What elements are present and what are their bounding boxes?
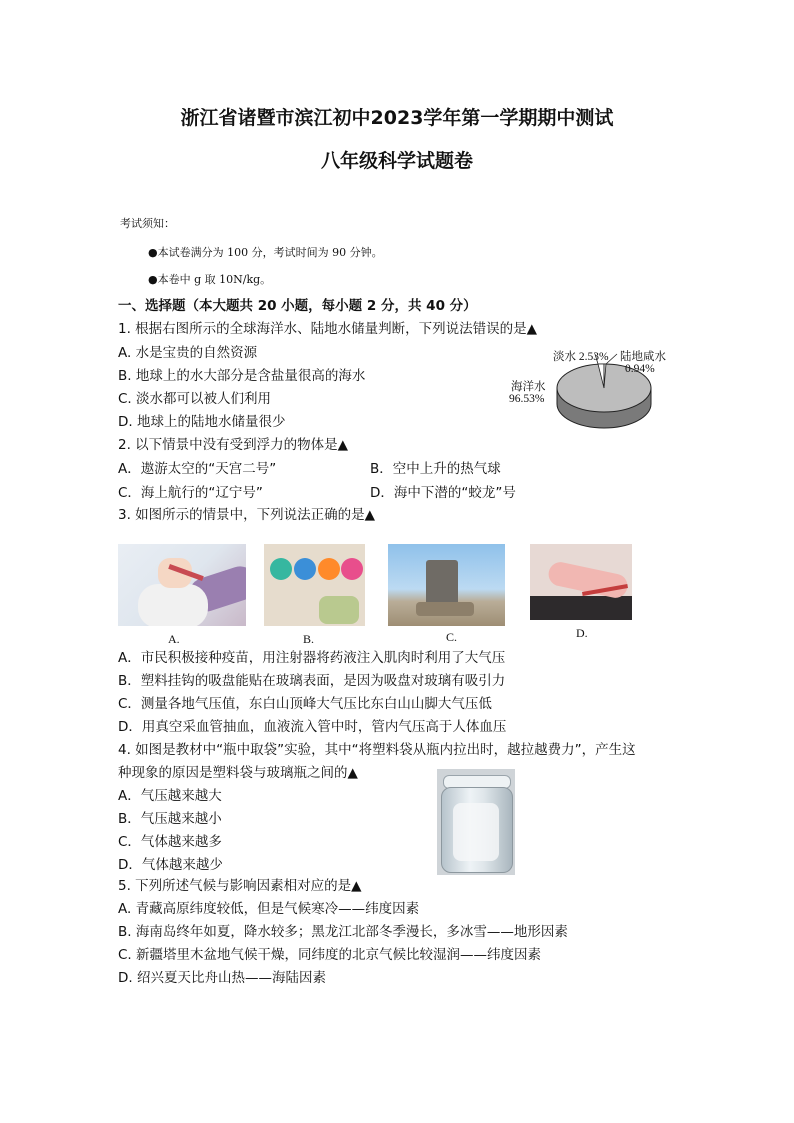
q4-stem-line2: 种现象的原因是塑料袋与玻璃瓶之间的▲ — [118, 765, 358, 781]
q3-option-c: C．测量各地气压值，东白山顶峰大气压比东白山山脚大气压低 — [118, 696, 492, 712]
pie-label-fresh: 淡水 2.53% — [553, 351, 609, 363]
q2-option-b: B．空中上升的热气球 — [370, 461, 501, 477]
q5-stem: 5. 下列所述气候与影响因素相对应的是▲ — [118, 878, 362, 894]
q2-option-c: C．海上航行的“辽宁号” — [118, 485, 263, 501]
pie-label-ocean-1: 海洋水 — [511, 381, 546, 393]
page-subtitle: 八年级科学试题卷 — [320, 150, 473, 172]
q4-option-c: C．气体越来越多 — [118, 834, 222, 850]
pie-label-saline-1: 陆地咸水 — [620, 351, 666, 363]
q2-option-a: A．遨游太空的“天宫二号” — [118, 461, 277, 477]
q3-image-d-blood-draw — [530, 544, 632, 620]
q2-stem: 2. 以下情景中没有受到浮力的物体是▲ — [118, 437, 349, 453]
q3-option-d: D．用真空采血管抽血，血液流入管中时，管内气压高于人体血压 — [118, 719, 507, 735]
page-title: 浙江省诸暨市滨江初中2023学年第一学期期中测试 — [180, 107, 614, 129]
q4-image-jar — [437, 769, 515, 875]
q1-option-d: D. 地球上的陆地水储量很少 — [118, 414, 286, 430]
q5-option-c: C. 新疆塔里木盆地气候干燥，同纬度的北京气候比较湿润——纬度因素 — [118, 947, 542, 963]
q5-option-b: B. 海南岛终年如夏，降水较多；黑龙江北部冬季漫长，多冰雪——地形因素 — [118, 924, 568, 940]
notice-item-2: ●本卷中 g 取 10N/kg。 — [148, 273, 272, 286]
q3-caption-d: D. — [576, 626, 588, 640]
q3-caption-b: B. — [303, 632, 315, 646]
q3-image-b-suction-hooks — [264, 544, 365, 626]
q4-option-a: A．气压越来越大 — [118, 788, 222, 804]
q3-stem: 3. 如图所示的情景中，下列说法正确的是▲ — [118, 507, 376, 523]
water-pie-figure — [505, 340, 705, 440]
q3-caption-c: C. — [446, 630, 458, 644]
q4-stem-line1: 4. 如图是教材中“瓶中取袋”实验，其中“将塑料袋从瓶内拉出时，越拉越费力”，产生这 — [118, 742, 636, 758]
q2-option-d: D．海中下潜的“蛟龙”号 — [370, 485, 516, 501]
q3-option-b: B．塑料挂钩的吸盘能贴在玻璃表面，是因为吸盘对玻璃有吸引力 — [118, 673, 506, 689]
q3-caption-a: A. — [168, 632, 180, 646]
q1-option-b: B. 地球上的水大部分是含盐量很高的海水 — [118, 368, 366, 384]
notice-heading: 考试须知： — [120, 217, 175, 230]
q3-option-a: A．市民积极接种疫苗，用注射器将药液注入肌肉时利用了大气压 — [118, 650, 506, 666]
q3-image-c-mountain-stone — [388, 544, 505, 626]
q1-option-c: C. 淡水都可以被人们利用 — [118, 391, 272, 407]
pie-label-ocean-2: 96.53% — [509, 393, 545, 405]
q5-option-a: A. 青藏高原纬度较低，但是气候寒冷——纬度因素 — [118, 901, 420, 917]
q1-stem: 1. 根据右图所示的全球海洋水、陆地水储量判断，下列说法错误的是▲ — [118, 321, 538, 337]
q3-image-a-injection — [118, 544, 246, 626]
q4-option-b: B．气压越来越小 — [118, 811, 222, 827]
section-heading: 一、选择题（本大题共 20 小题，每小题 2 分，共 40 分） — [118, 298, 477, 314]
pie-label-saline-2: 0.94% — [625, 363, 655, 375]
notice-item-1: ●本试卷满分为 100 分，考试时间为 90 分钟。 — [148, 246, 383, 259]
q4-option-d: D．气体越来越少 — [118, 857, 223, 873]
q5-option-d: D. 绍兴夏天比舟山热——海陆因素 — [118, 970, 326, 986]
q1-option-a: A. 水是宝贵的自然资源 — [118, 345, 258, 361]
